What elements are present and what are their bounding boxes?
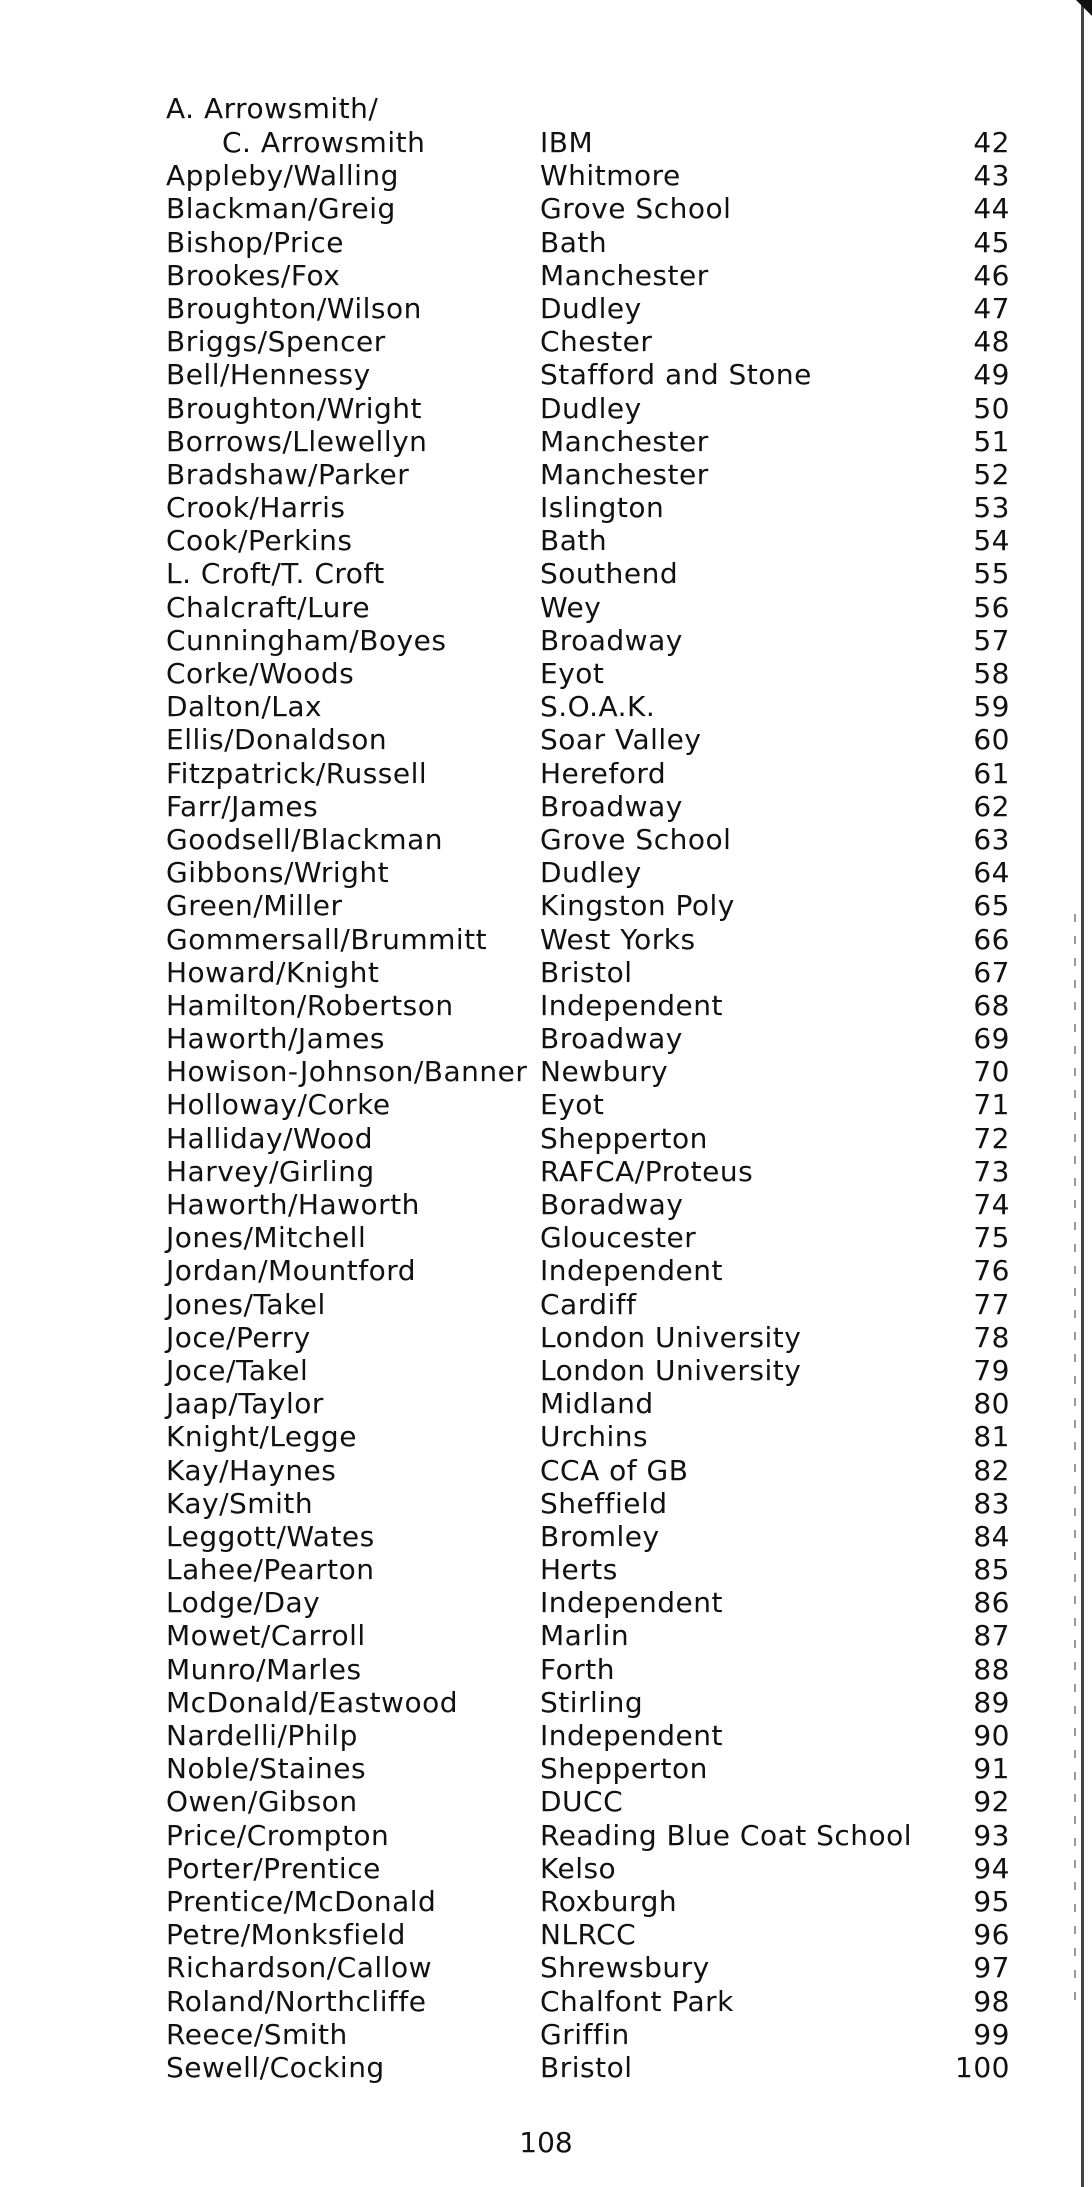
entry-names: Kay/Smith <box>166 1486 314 1520</box>
entry-club: Eyot <box>540 1088 605 1122</box>
entry-names: Joce/Takel <box>166 1353 309 1387</box>
entry-club: Independent <box>540 1586 723 1620</box>
entry-names: Appleby/Walling <box>166 159 399 193</box>
entry-names: Halliday/Wood <box>166 1121 374 1155</box>
entry-row <box>0 458 1092 491</box>
entry-number: 72 <box>973 1121 1010 1155</box>
entry-names: Lahee/Pearton <box>166 1553 375 1587</box>
entry-row <box>0 1288 1092 1321</box>
entry-club: Manchester <box>540 457 709 491</box>
entry-club: Griffin <box>540 2017 630 2051</box>
entry-names: Ellis/Donaldson <box>166 723 388 757</box>
entry-number: 69 <box>973 1022 1010 1056</box>
entry-club: Whitmore <box>540 159 681 193</box>
entry-club: Bath <box>540 225 608 259</box>
entry-club: CCA of GB <box>540 1453 689 1487</box>
entry-names: Porter/Prentice <box>166 1851 381 1885</box>
entry-names: Haworth/Haworth <box>166 1188 420 1221</box>
entry-club: Stafford and Stone <box>540 358 812 392</box>
entry-names: Bell/Hennessy <box>166 358 371 392</box>
entry-names: Jones/Takel <box>166 1287 326 1321</box>
entry-names: Borrows/Llewellyn <box>166 424 428 458</box>
entry-number: 88 <box>973 1652 1010 1686</box>
entry-number: 99 <box>973 2017 1010 2051</box>
entry-names: Joce/Perry <box>166 1320 311 1354</box>
entry-club: Chester <box>540 325 653 359</box>
entry-club: RAFCA/Proteus <box>540 1154 754 1188</box>
entry-row <box>0 1553 1092 1586</box>
entry-club: Grove School <box>540 822 732 856</box>
entry-names: Harvey/Girling <box>166 1154 375 1188</box>
entry-number: 68 <box>973 988 1010 1022</box>
entry-row <box>0 1122 1092 1155</box>
entry-row <box>0 325 1092 358</box>
entry-club: Marlin <box>540 1619 630 1653</box>
entry-number: 42 <box>973 126 1010 159</box>
entry-row <box>0 358 1092 391</box>
entry-number: 91 <box>973 1752 1010 1786</box>
entry-names: Holloway/Corke <box>166 1088 391 1122</box>
entry-row <box>0 790 1092 823</box>
entries-list <box>0 126 1092 2084</box>
entry-number: 95 <box>973 1884 1010 1918</box>
entry-number: 65 <box>973 889 1010 923</box>
entry-number: 92 <box>973 1785 1010 1819</box>
entry-row <box>0 1686 1092 1719</box>
entry-club: Stirling <box>540 1685 644 1719</box>
entry-number: 59 <box>973 690 1010 724</box>
entry-club: Islington <box>540 491 665 525</box>
entry-number: 58 <box>973 657 1010 690</box>
entry-number: 52 <box>973 457 1010 491</box>
entry-number: 82 <box>973 1453 1010 1487</box>
entry-club: West Yorks <box>540 922 696 956</box>
entry-names: Bishop/Price <box>166 225 344 259</box>
entry-club: Broadway <box>540 789 683 823</box>
entry-row <box>0 690 1092 723</box>
entry-club: Shrewsbury <box>540 1951 710 1985</box>
entry-number: 74 <box>973 1188 1010 1221</box>
entry-number: 67 <box>973 955 1010 989</box>
entry-club: Dudley <box>540 391 642 425</box>
entry-number: 71 <box>973 1088 1010 1122</box>
entry-number: 80 <box>973 1387 1010 1421</box>
first-entry-name-line1: A. Arrowsmith/ <box>166 92 379 125</box>
entry-number: 43 <box>973 159 1010 193</box>
entry-number: 98 <box>973 1984 1010 2018</box>
entry-names: Prentice/McDonald <box>166 1884 437 1918</box>
entry-number: 96 <box>973 1918 1010 1952</box>
entry-row <box>0 259 1092 292</box>
entry-row <box>0 1885 1092 1918</box>
entry-names: Cook/Perkins <box>166 524 353 558</box>
entry-number: 100 <box>955 2050 1010 2084</box>
entry-names: Hamilton/Robertson <box>166 988 454 1022</box>
entry-number: 94 <box>973 1851 1010 1885</box>
entry-number: 47 <box>973 291 1010 325</box>
entry-names: Jaap/Taylor <box>166 1387 324 1421</box>
entry-club: Midland <box>540 1387 654 1421</box>
entry-names: Broughton/Wilson <box>166 291 422 325</box>
entry-number: 45 <box>973 225 1010 259</box>
entry-row <box>0 1155 1092 1188</box>
entry-row <box>0 392 1092 425</box>
entry-club: Bath <box>540 524 608 558</box>
entry-row <box>0 1221 1092 1254</box>
entry-row <box>0 757 1092 790</box>
entry-row <box>0 889 1092 922</box>
entry-club: London University <box>540 1353 802 1387</box>
entry-row <box>0 1951 1092 1984</box>
entry-row <box>0 1254 1092 1287</box>
entry-number: 86 <box>973 1586 1010 1620</box>
page-number: 108 <box>519 2126 573 2159</box>
entry-club: Reading Blue Coat School <box>540 1818 913 1852</box>
entry-names: Nardelli/Philp <box>166 1719 358 1752</box>
entry-names: Howison-Johnson/Banner <box>166 1055 528 1089</box>
entry-number: 60 <box>973 723 1010 757</box>
entry-number: 87 <box>973 1619 1010 1653</box>
entry-names: Fitzpatrick/Russell <box>166 756 428 790</box>
entry-names: Brookes/Fox <box>166 258 341 292</box>
entry-names: Kay/Haynes <box>166 1453 337 1487</box>
entry-names: L. Croft/T. Croft <box>166 557 385 591</box>
entry-number: 97 <box>973 1951 1010 1985</box>
entry-row <box>0 591 1092 624</box>
entry-number: 83 <box>973 1486 1010 1520</box>
entry-number: 85 <box>973 1553 1010 1587</box>
entry-number: 54 <box>973 524 1010 558</box>
entry-club: S.O.A.K. <box>540 690 656 724</box>
entry-names: Knight/Legge <box>166 1420 357 1454</box>
entry-names: Dalton/Lax <box>166 690 323 724</box>
entry-names: Crook/Harris <box>166 491 346 525</box>
entry-row <box>0 226 1092 259</box>
entry-row <box>0 1719 1092 1752</box>
entry-row <box>0 2018 1092 2051</box>
entry-number: 63 <box>973 822 1010 856</box>
entry-number: 49 <box>973 358 1010 392</box>
entry-club: Grove School <box>540 192 732 226</box>
entry-club: Kelso <box>540 1851 617 1885</box>
entry-number: 44 <box>973 192 1010 226</box>
entry-names: Price/Crompton <box>166 1818 390 1852</box>
entry-names: Leggott/Wates <box>166 1519 375 1553</box>
entry-names: Farr/James <box>166 789 319 823</box>
entry-names: Cunningham/Boyes <box>166 623 447 657</box>
entry-number: 55 <box>973 557 1010 591</box>
entry-row <box>0 557 1092 590</box>
entry-names: Jordan/Mountford <box>166 1254 417 1288</box>
entry-club: Chalfont Park <box>540 1984 734 2018</box>
entry-club: DUCC <box>540 1785 624 1819</box>
entry-row <box>0 425 1092 458</box>
entry-number: 50 <box>973 391 1010 425</box>
page-corner-mark <box>1076 0 1092 16</box>
entry-club: Shepperton <box>540 1752 708 1786</box>
entry-number: 56 <box>973 590 1010 624</box>
entry-names: Haworth/James <box>166 1022 385 1056</box>
entry-row <box>0 657 1092 690</box>
entry-row <box>0 989 1092 1022</box>
entry-number: 93 <box>973 1818 1010 1852</box>
entry-row <box>0 1653 1092 1686</box>
entry-names: Briggs/Spencer <box>166 325 386 359</box>
entry-number: 77 <box>973 1287 1010 1321</box>
entry-row <box>0 524 1092 557</box>
entry-row <box>0 491 1092 524</box>
entry-row <box>0 292 1092 325</box>
entry-row <box>0 723 1092 756</box>
entry-names: Mowet/Carroll <box>166 1619 366 1653</box>
entry-number: 64 <box>973 856 1010 890</box>
entry-names: Munro/Marles <box>166 1652 362 1686</box>
entry-row <box>0 1785 1092 1818</box>
entry-club: Bristol <box>540 955 633 989</box>
entry-row <box>0 823 1092 856</box>
entry-club: Dudley <box>540 856 642 890</box>
entry-club: Roxburgh <box>540 1884 678 1918</box>
entry-names: Howard/Knight <box>166 955 380 989</box>
entry-club: London University <box>540 1320 802 1354</box>
entry-club: Boradway <box>540 1188 684 1221</box>
entry-club: Sheffield <box>540 1486 668 1520</box>
entry-names: Roland/Northcliffe <box>166 1984 427 2018</box>
entry-row <box>0 923 1092 956</box>
entry-names: Blackman/Greig <box>166 192 396 226</box>
entry-row <box>0 1852 1092 1885</box>
entry-number: 84 <box>973 1519 1010 1553</box>
entry-row <box>0 956 1092 989</box>
entry-club: Manchester <box>540 424 709 458</box>
entry-club: Newbury <box>540 1055 669 1089</box>
entry-club: Shepperton <box>540 1121 708 1155</box>
entry-row <box>0 1354 1092 1387</box>
entry-number: 46 <box>973 258 1010 292</box>
entry-number: 62 <box>973 789 1010 823</box>
entry-number: 61 <box>973 756 1010 790</box>
entry-names: Goodsell/Blackman <box>166 822 443 856</box>
entry-club: Southend <box>540 557 679 591</box>
entry-names: Owen/Gibson <box>166 1785 358 1819</box>
entry-club: Eyot <box>540 657 605 690</box>
entry-club: NLRCC <box>540 1918 637 1952</box>
entry-number: 66 <box>973 922 1010 956</box>
entry-club: Manchester <box>540 258 709 292</box>
entry-names: Sewell/Cocking <box>166 2050 385 2084</box>
entry-club: Dudley <box>540 291 642 325</box>
entry-club: Gloucester <box>540 1221 697 1255</box>
entry-row <box>0 624 1092 657</box>
entry-names: Chalcraft/Lure <box>166 590 371 624</box>
entry-names: Richardson/Callow <box>166 1951 433 1985</box>
entry-number: 73 <box>973 1154 1010 1188</box>
entry-number: 57 <box>973 623 1010 657</box>
entry-club: IBM <box>540 126 594 159</box>
entry-club: Cardiff <box>540 1287 637 1321</box>
entry-row <box>0 1188 1092 1221</box>
entry-names: McDonald/Eastwood <box>166 1685 458 1719</box>
entry-club: Urchins <box>540 1420 649 1454</box>
entry-row <box>0 1387 1092 1420</box>
entry-row <box>0 1088 1092 1121</box>
entry-row <box>0 1586 1092 1619</box>
entry-names: Broughton/Wright <box>166 391 423 425</box>
entry-row <box>0 1752 1092 1785</box>
entry-number: 78 <box>973 1320 1010 1354</box>
entry-names: Gommersall/Brummitt <box>166 922 488 956</box>
entry-club: Soar Valley <box>540 723 702 757</box>
entry-row <box>0 1918 1092 1951</box>
entry-number: 70 <box>973 1055 1010 1089</box>
entry-number: 89 <box>973 1685 1010 1719</box>
entry-number: 90 <box>973 1719 1010 1752</box>
entry-club: Forth <box>540 1652 615 1686</box>
entry-names: Green/Miller <box>166 889 343 923</box>
entry-club: Kingston Poly <box>540 889 735 923</box>
entry-row <box>0 1321 1092 1354</box>
entry-row <box>0 1520 1092 1553</box>
entry-names: Reece/Smith <box>166 2017 348 2051</box>
entry-row <box>0 126 1092 159</box>
entry-club: Independent <box>540 1719 723 1752</box>
entry-row <box>0 856 1092 889</box>
entry-club: Bristol <box>540 2050 633 2084</box>
entry-row <box>0 2051 1092 2084</box>
entry-names: Jones/Mitchell <box>166 1221 367 1255</box>
entry-row <box>0 1985 1092 2018</box>
entry-row <box>0 192 1092 225</box>
entry-club: Broadway <box>540 1022 683 1056</box>
entry-row <box>0 159 1092 192</box>
entry-number: 79 <box>973 1353 1010 1387</box>
entry-names: Lodge/Day <box>166 1586 321 1620</box>
entry-row <box>0 1055 1092 1088</box>
entry-number: 81 <box>973 1420 1010 1454</box>
entry-club: Bromley <box>540 1519 660 1553</box>
entry-names: Gibbons/Wright <box>166 856 390 890</box>
entry-club: Hereford <box>540 756 667 790</box>
entry-number: 51 <box>973 424 1010 458</box>
entry-club: Wey <box>540 590 602 624</box>
entry-club: Independent <box>540 988 723 1022</box>
entry-names: Corke/Woods <box>166 657 355 690</box>
entry-number: 76 <box>973 1254 1010 1288</box>
entry-names: C. Arrowsmith <box>222 126 426 159</box>
entry-names: Noble/Staines <box>166 1752 367 1786</box>
entry-row <box>0 1819 1092 1852</box>
entry-names: Petre/Monksfield <box>166 1918 406 1952</box>
entry-names: Bradshaw/Parker <box>166 457 410 491</box>
entry-number: 48 <box>973 325 1010 359</box>
entry-row <box>0 1487 1092 1520</box>
entry-row <box>0 1420 1092 1453</box>
entry-number: 75 <box>973 1221 1010 1255</box>
entry-number: 53 <box>973 491 1010 525</box>
entry-row <box>0 1454 1092 1487</box>
entry-club: Herts <box>540 1553 618 1587</box>
entry-row <box>0 1619 1092 1652</box>
entry-club: Independent <box>540 1254 723 1288</box>
entry-row <box>0 1022 1092 1055</box>
entry-club: Broadway <box>540 623 683 657</box>
